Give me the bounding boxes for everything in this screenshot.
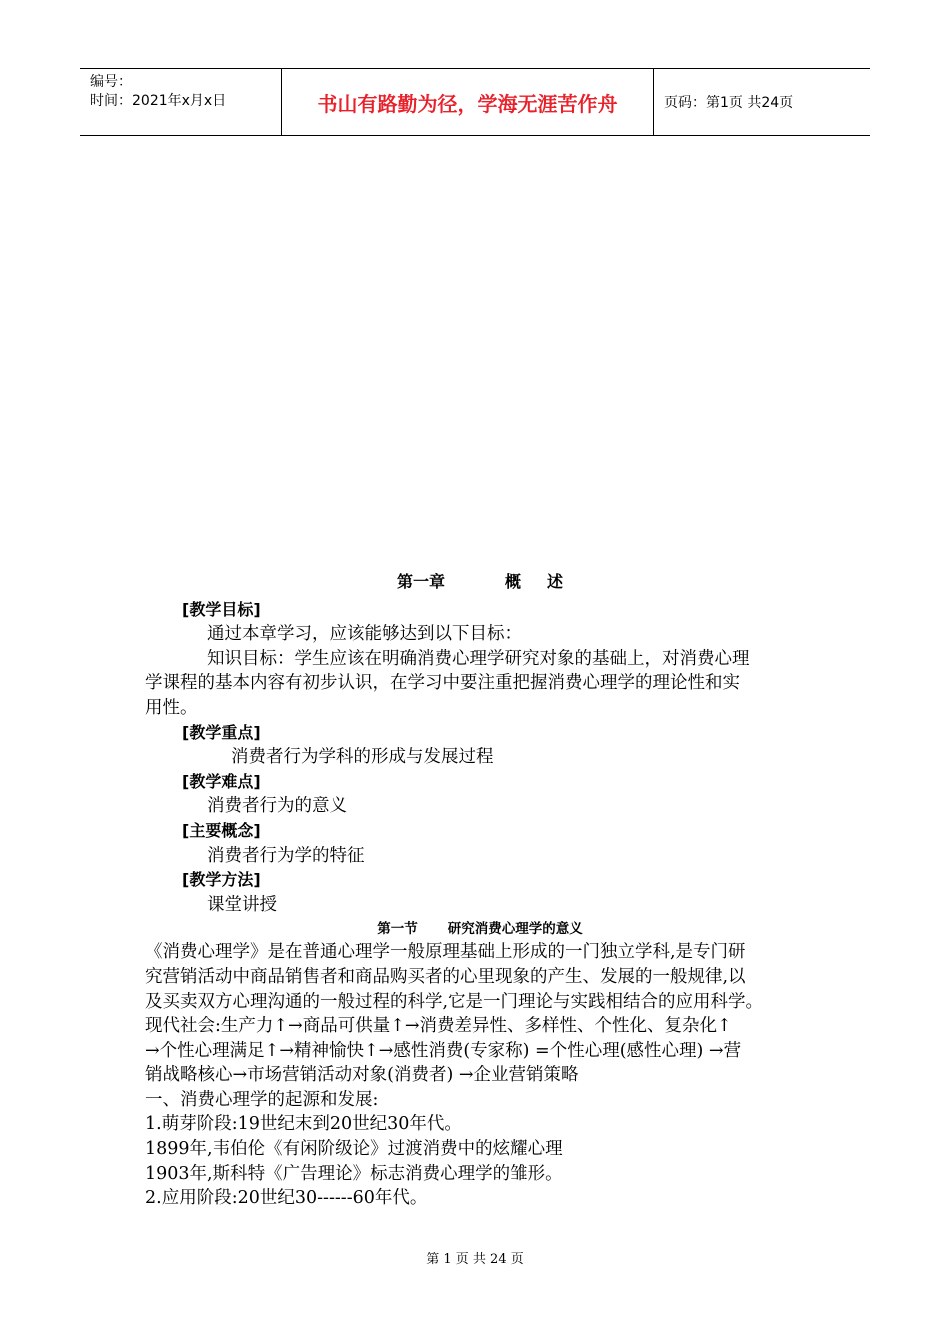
section-name: 研究消费心理学的意义 (447, 921, 583, 938)
body-line-2: 究营销活动中商品销售者和商品购买者的心里现象的产生、发展的一般规律,以 (145, 966, 746, 987)
objectives-heading: [教学目标] (182, 599, 261, 619)
methods-text: 课堂讲授 (207, 894, 277, 915)
body-line-7: 一、消费心理学的起源和发展: (145, 1089, 379, 1110)
body-line-4: 现代社会:生产力↑→商品可供量↑→消费差异性、多样性、个性化、复杂化↑ (145, 1016, 732, 1037)
page-footer: 第 1 页 共 24 页 (426, 1252, 524, 1267)
knowledge-objective-line-1: 知识目标：学生应该在明确消费心理学研究对象的基础上，对消费心理 (207, 648, 750, 669)
methods-heading: [教学方法] (182, 870, 261, 890)
body-line-8: 1.萌芽阶段:19世纪末到20世纪30年代。 (145, 1114, 462, 1135)
chapter-title-char-2: 述 (547, 572, 564, 591)
document-time-label: 时间：2021年x月x日 (90, 93, 227, 109)
header-motto: 书山有路勤为径，学海无涯苦作舟 (282, 69, 654, 135)
body-line-9: 1899年,韦伯伦《有闲阶级论》过渡消费中的炫耀心理 (145, 1139, 563, 1160)
chapter-title (145, 570, 815, 595)
body-line-3: 及买卖双方心理沟通的一般过程的科学,它是一门理论与实践相结合的应用科学。 (145, 991, 764, 1012)
knowledge-objective-line-2: 学课程的基本内容有初步认识，在学习中要注重把握消费心理学的理论性和实 (145, 673, 740, 694)
header-page-info: 页码：第1页 共24页 (664, 95, 794, 111)
objectives-intro: 通过本章学习，应该能够达到以下目标： (207, 624, 522, 645)
knowledge-objective-line-3: 用性。 (145, 697, 198, 718)
difficulty-text: 消费者行为的意义 (207, 796, 347, 817)
chapter-title-char-1: 概 (504, 572, 521, 591)
difficulty-heading: [教学难点] (182, 771, 261, 791)
section-title (145, 918, 815, 940)
document-body (145, 570, 815, 1211)
chapter-number: 第一章 (396, 572, 445, 591)
body-line-10: 1903年,斯科特《广告理论》标志消费心理学的雏形。 (145, 1163, 563, 1184)
document-number-label: 编号： (90, 74, 132, 90)
header-meta (80, 69, 282, 135)
focus-heading: [教学重点] (182, 722, 261, 742)
body-line-6: 销战略核心→市场营销活动对象(消费者) →企业营销策略 (145, 1065, 579, 1086)
focus-text: 消费者行为学科的形成与发展过程 (231, 747, 494, 768)
body-line-11: 2.应用阶段:20世纪30------60年代。 (145, 1188, 428, 1209)
concepts-text: 消费者行为学的特征 (207, 845, 365, 866)
concepts-heading: [主要概念] (182, 820, 261, 840)
body-line-5: →个性心理满足↑→精神愉快↑→感性消费(专家称) =个性心理(感性心理) →营 (145, 1040, 742, 1061)
page-header (80, 68, 870, 136)
section-number: 第一节 (377, 921, 418, 938)
body-line-1: 《消费心理学》是在普通心理学一般原理基础上形成的一门独立学科,是专门研 (145, 942, 746, 963)
